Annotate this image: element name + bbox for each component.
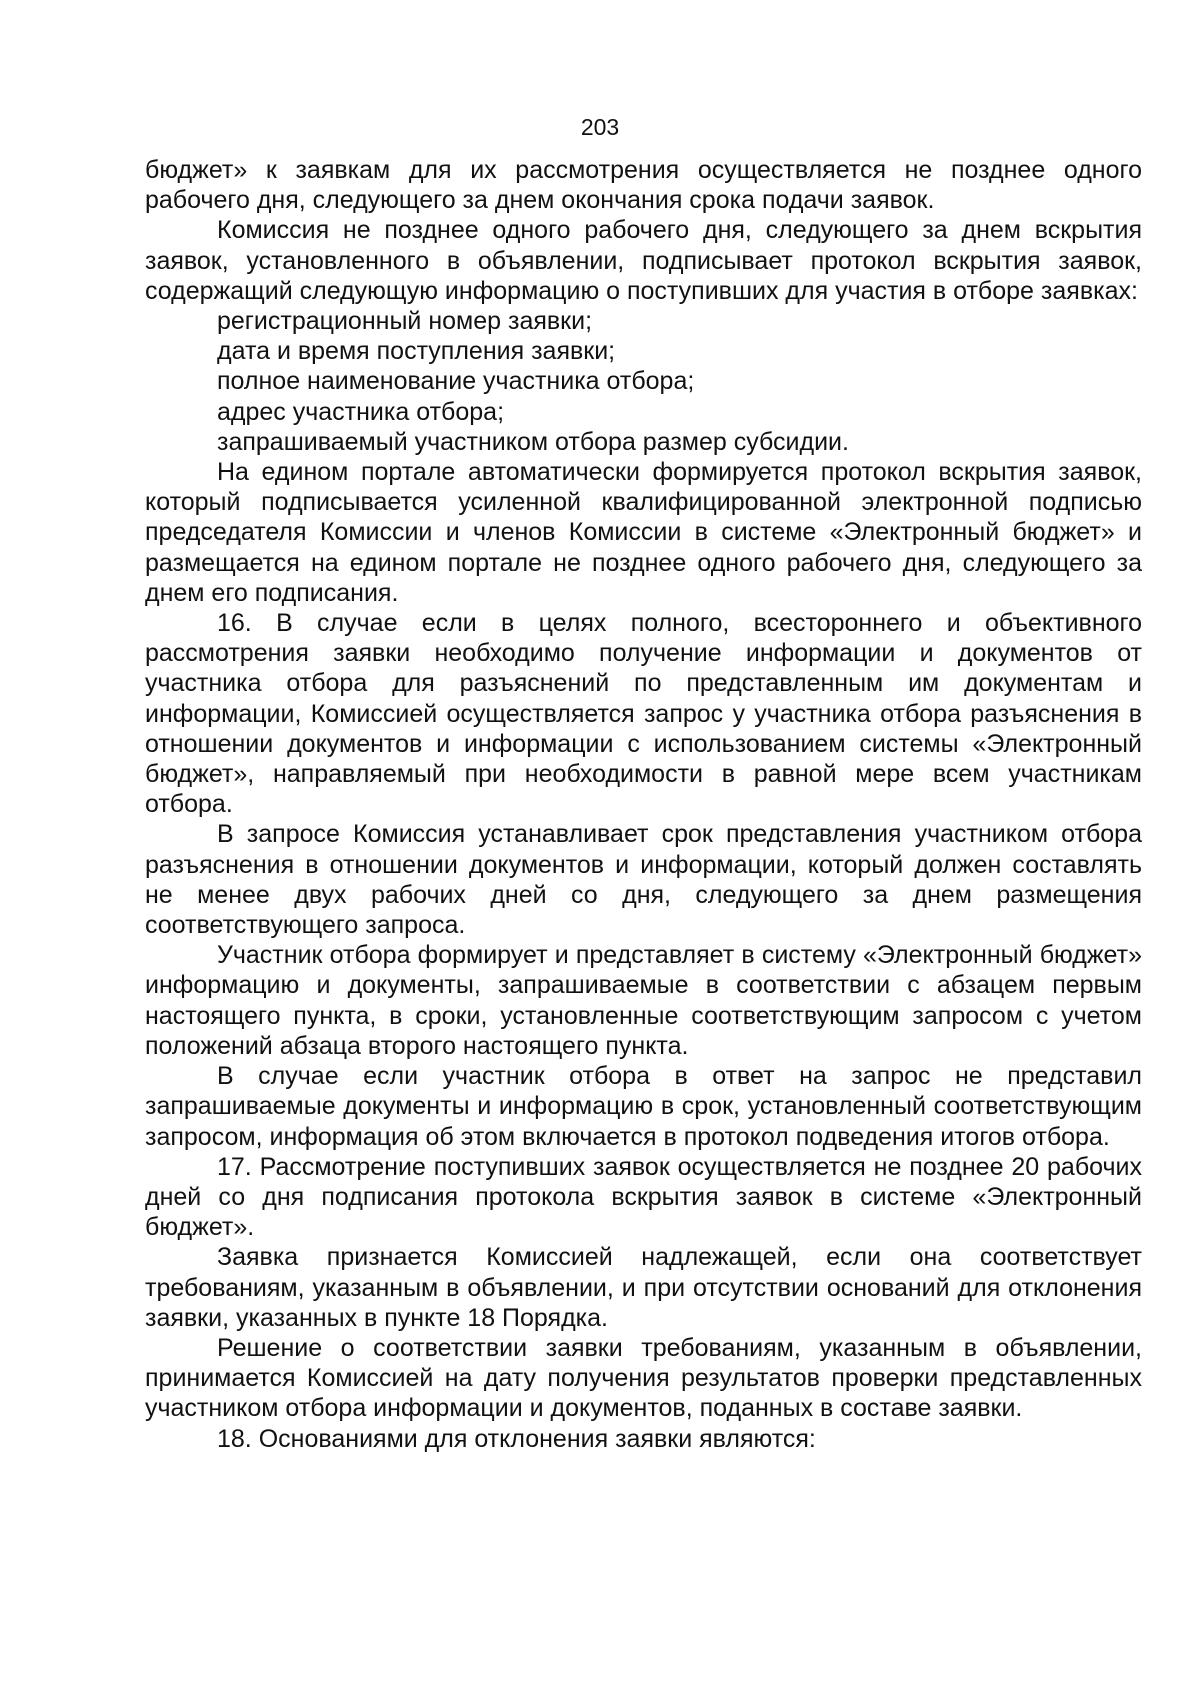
list-item-date-time: дата и время поступления заявки;: [217, 337, 616, 366]
list-item-full-name: полное наименование участника отбора;: [217, 367, 695, 396]
list-item-registration-number: регистрационный номер заявки;: [217, 307, 593, 336]
document-body: [145, 155, 1142, 1454]
list-item-subsidy-amount: запрашиваемый участником отбора размер субсидии.: [217, 427, 849, 456]
paragraph-decision: Решение о соответствии заявки требованиям, указанным в объявлении, принимается Комиссией на дату получения результатов проверки представленных участником отбора информации и документов, поданных в составе заявки.: [145, 1333, 1142, 1423]
paragraph-clause-16: 16. В случае если в целях полного, всестороннего и объективного рассмотрения заявки необходимо получение информации и документов от участника отбора для разъяснений по представленным им документам и информации, Комиссией осуществляется запрос у участника отбора разъяснения в отношении документов и информации с использованием системы «Электронный бюджет», направляемый при необходимости в равной мере всем участникам отбора.: [145, 609, 1142, 819]
page-number: 203: [580, 114, 620, 140]
paragraph-request-deadline: В запросе Комиссия устанавливает срок представления участником отбора разъяснения в отношении документов и информации, который должен составлять не менее двух рабочих дней со дня, следующего за днем размещения соответствующего запроса.: [145, 820, 1142, 940]
paragraph-continuation: бюджет» к заявкам для их рассмотрения осуществляется не позднее одного рабочего дня, следующего за днем окончания срока подачи заявок.: [145, 156, 1142, 215]
paragraph-clause-18: 18. Основаниями для отклонения заявки являются:: [217, 1424, 816, 1453]
paragraph-portal-protocol: На едином портале автоматически формируется протокол вскрытия заявок, который подписывается усиленной квалифицированной электронной подписью председателя Комиссии и членов Комиссии в системе «Электронный бюджет» и размещается на едином портале не позднее одного рабочего дня, следующего за днем его подписания.: [145, 458, 1142, 607]
list-item-address: адрес участника отбора;: [217, 397, 505, 426]
paragraph-participant-submits: Участник отбора формирует и представляет в систему «Электронный бюджет» информацию и документы, запрашиваемые в соответствии с абзацем первым настоящего пункта, в сроки, установленные соответствующим запросом с учетом положений абзаца второго настоящего пункта.: [145, 941, 1142, 1060]
paragraph-clause-17: 17. Рассмотрение поступивших заявок осуществляется не позднее 20 рабочих дней со дня подписания протокола вскрытия заявок в системе «Электронный бюджет».: [145, 1152, 1142, 1242]
paragraph-application-proper: Заявка признается Комиссией надлежащей, если она соответствует требованиям, указанным в объявлении, и при отсутствии оснований для отклонения заявки, указанных в пункте 18 Порядка.: [145, 1243, 1142, 1332]
paragraph-commission-protocol: Комиссия не позднее одного рабочего дня, следующего за днем вскрытия заявок, установленного в объявлении, подписывает протокол вскрытия заявок, содержащий следующую информацию о поступивших для участия в отборе заявках:: [145, 216, 1142, 305]
paragraph-no-response: В случае если участник отбора в ответ на запрос не представил запрашиваемые документы и информацию в срок, установленный соответствующим запросом, информация об этом включается в протокол подведения итогов отбора.: [145, 1062, 1142, 1151]
